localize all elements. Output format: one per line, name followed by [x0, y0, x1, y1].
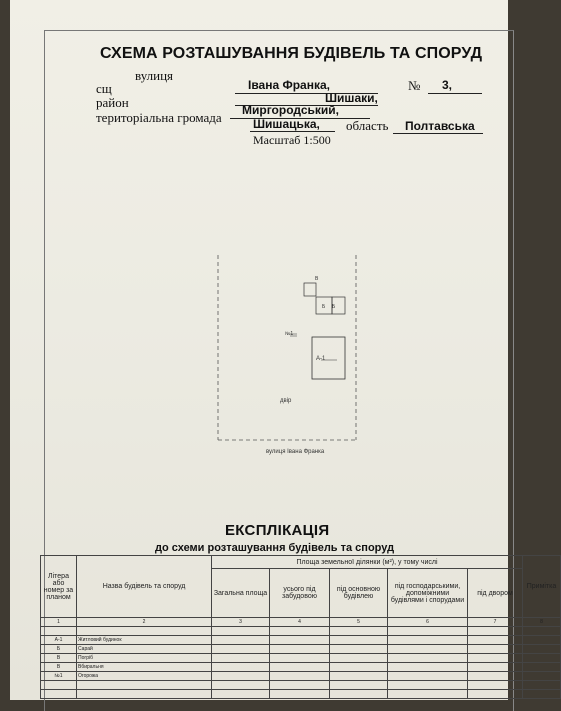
street-value: Івана Франка, — [248, 78, 330, 92]
plan-house-label: А-1 — [316, 356, 326, 362]
col-letter: Літера або номер за планом — [41, 556, 77, 618]
col-total: Загальна площа — [212, 569, 270, 618]
plan-street-label: вулиця Івана Франка — [266, 449, 325, 455]
col-yard: під двором — [468, 569, 523, 618]
row-name: Вбиральня — [77, 663, 212, 672]
col-number: 6 — [388, 618, 468, 627]
row-letter: В — [41, 663, 77, 672]
row-letter: А-1 — [41, 636, 77, 645]
col-number: 8 — [523, 618, 561, 627]
scale-label: Масштаб 1:500 — [253, 133, 331, 147]
col-area-group: Площа земельної ділянки (м²), у тому числі — [212, 556, 523, 569]
row-name: Житловий будинок — [77, 636, 212, 645]
row-letter — [41, 690, 77, 699]
row-name: Погріб — [77, 654, 212, 663]
settlement-type-label: сщ — [96, 81, 112, 96]
row-name — [77, 681, 212, 690]
table-row — [41, 663, 561, 672]
row-letter: Б — [41, 645, 77, 654]
number-label: № — [408, 78, 421, 93]
col-number: 4 — [270, 618, 330, 627]
table-row — [41, 645, 561, 654]
col-note: Примітка — [523, 556, 561, 618]
table-row — [41, 636, 561, 645]
settlement-value: Шишаки, — [325, 91, 378, 105]
explication-table — [40, 555, 561, 699]
col-number: 5 — [330, 618, 388, 627]
row-letter: №1 — [41, 672, 77, 681]
col-number: 2 — [77, 618, 212, 627]
table-row — [41, 690, 561, 699]
plan-letter-b: Б — [322, 304, 326, 310]
explication-title: ЕКСПЛІКАЦІЯ — [225, 522, 330, 539]
row-letter — [41, 681, 77, 690]
col-number: 3 — [212, 618, 270, 627]
col-name: Назва будівель та споруд — [77, 556, 212, 618]
col-main-building: під основною будівлею — [330, 569, 388, 618]
table-row — [41, 627, 561, 636]
table-row — [41, 672, 561, 681]
row-name — [77, 627, 212, 636]
row-name: Сарай — [77, 645, 212, 654]
region-value: Полтавська — [405, 119, 475, 133]
document-title: СХЕМА РОЗТАШУВАННЯ БУДІВЕЛЬ ТА СПОРУД — [100, 45, 483, 62]
col-built: усього під забудовою — [270, 569, 330, 618]
site-plan — [205, 250, 365, 445]
row-name: Огорожа — [77, 672, 212, 681]
col-number: 1 — [41, 618, 77, 627]
plan-entrance-label: №1 — [285, 331, 294, 337]
explication-subtitle: до схеми розташування будівель та споруд — [155, 542, 395, 554]
table-row — [41, 654, 561, 663]
row-letter — [41, 627, 77, 636]
number-value: 3, — [442, 78, 453, 92]
plan-letter-v: В — [315, 276, 319, 282]
row-name — [77, 690, 212, 699]
plan-letter-g: Б — [332, 304, 336, 310]
row-letter: В — [41, 654, 77, 663]
col-outbuildings: під господарськими, допоміжними будівлями і спорудами — [388, 569, 468, 618]
document-page — [10, 0, 557, 700]
table-row — [41, 681, 561, 690]
street-label: вулиця — [135, 68, 174, 83]
plan-yard-label: двір — [280, 398, 292, 404]
district-value: Миргородський, — [242, 103, 339, 117]
district-label: район — [96, 95, 129, 110]
community-label: територіальна громада — [96, 110, 222, 125]
region-label: область — [346, 118, 389, 133]
col-number: 7 — [468, 618, 523, 627]
community-value: Шишацька, — [253, 117, 320, 131]
